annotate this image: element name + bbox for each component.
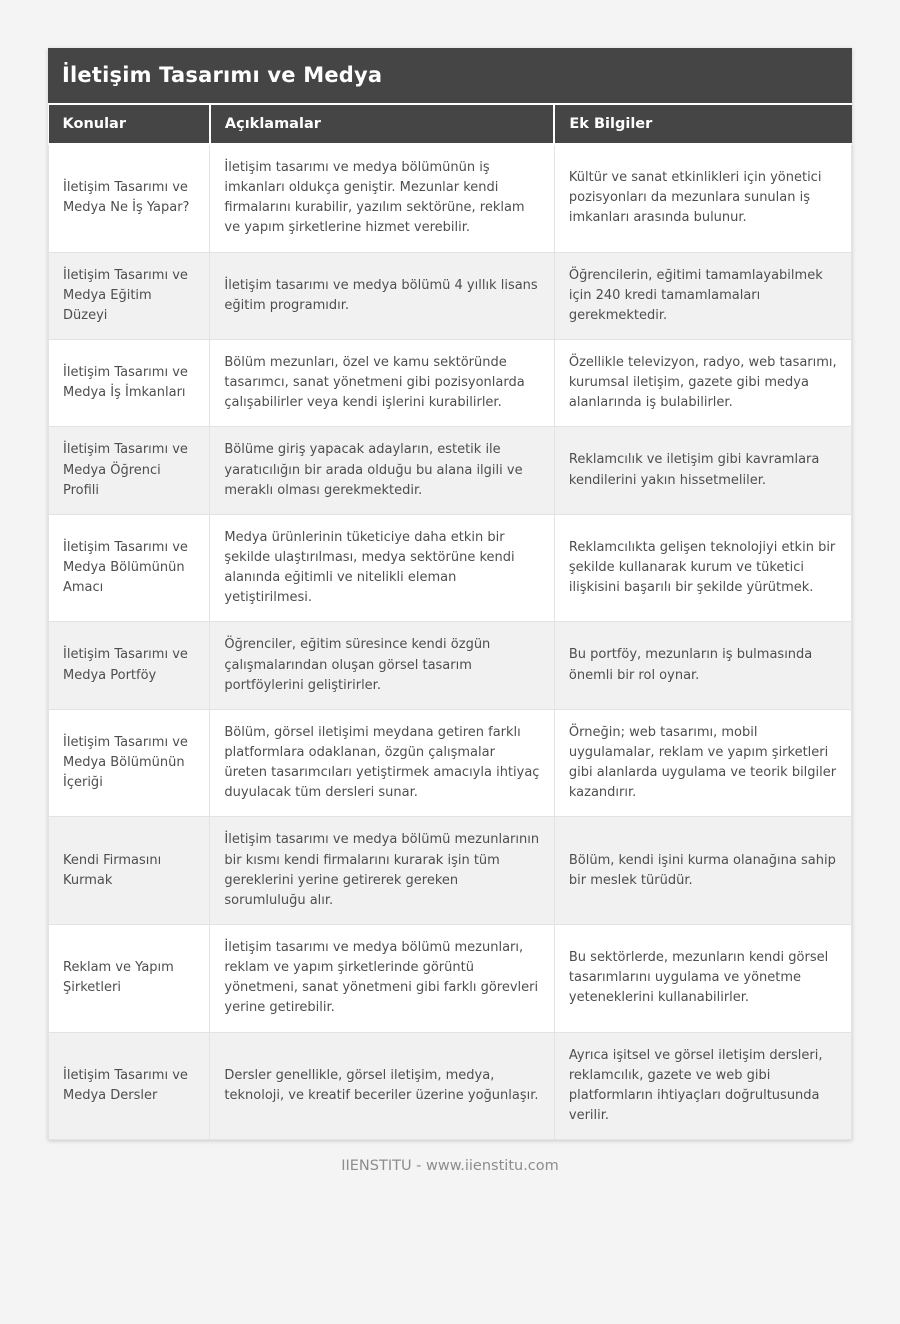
topic-cell: İletişim Tasarımı ve Medya Bölümünün İçeriği — [49, 709, 210, 817]
table-row — [49, 427, 852, 514]
info-table — [48, 103, 852, 1140]
description-cell: İletişim tasarımı ve medya bölümünün iş imkanları oldukça geniştir. Mezunlar kendi firmalarını kurabilir, yazılım sektörüne, reklam ve yapım şirketlerine hizmet verebilir. — [210, 144, 554, 252]
extra-cell: Özellikle televizyon, radyo, web tasarımı, kurumsal iletişim, gazete gibi medya alanlarında iş bulabilirler. — [554, 339, 851, 426]
extra-cell: Bu sektörlerde, mezunların kendi görsel tasarımlarını uygulama ve yönetme yeteneklerini kullanabilirler. — [554, 924, 851, 1032]
table-row — [49, 1032, 852, 1140]
topic-cell: İletişim Tasarımı ve Medya Portföy — [49, 622, 210, 709]
table-row — [49, 514, 852, 622]
table-row — [49, 144, 852, 252]
extra-cell: Örneğin; web tasarımı, mobil uygulamalar, reklam ve yapım şirketleri gibi alanlarda uygulama ve teorik bilgiler kazandırır. — [554, 709, 851, 817]
table-row — [49, 252, 852, 339]
extra-cell: Bu portföy, mezunların iş bulmasında önemli bir rol oynar. — [554, 622, 851, 709]
table-row — [49, 924, 852, 1032]
extra-cell: Bölüm, kendi işini kurma olanağına sahip bir meslek türüdür. — [554, 817, 851, 925]
topic-cell: İletişim Tasarımı ve Medya İş İmkanları — [49, 339, 210, 426]
description-cell: Bölüm, görsel iletişimi meydana getiren farklı platformlara odaklanan, özgün çalışmalar üreten tasarımcıları yetiştirmek amacıyla ihtiyaç duyulacak tüm dersleri sunar. — [210, 709, 554, 817]
description-cell: Dersler genellikle, görsel iletişim, medya, teknoloji, ve kreatif beceriler üzerine yoğunlaşır. — [210, 1032, 554, 1140]
column-header-aciklamalar: Açıklamalar — [210, 104, 554, 144]
column-header-ek-bilgiler: Ek Bilgiler — [554, 104, 851, 144]
topic-cell: İletişim Tasarımı ve Medya Eğitim Düzeyi — [49, 252, 210, 339]
topic-cell: Kendi Firmasını Kurmak — [49, 817, 210, 925]
topic-cell: İletişim Tasarımı ve Medya Dersler — [49, 1032, 210, 1140]
table-row — [49, 339, 852, 426]
table-row — [49, 817, 852, 925]
footer-credit: IIENSTITU - www.iienstitu.com — [341, 1158, 559, 1175]
content-card — [48, 48, 852, 1140]
table-row — [49, 622, 852, 709]
description-cell: İletişim tasarımı ve medya bölümü 4 yıllık lisans eğitim programıdır. — [210, 252, 554, 339]
topic-cell: İletişim Tasarımı ve Medya Ne İş Yapar? — [49, 144, 210, 252]
description-cell: Medya ürünlerinin tüketiciye daha etkin bir şekilde ulaştırılması, medya sektörüne kendi alanında eğitimli ve nitelikli eleman yetiştirilmesi. — [210, 514, 554, 622]
topic-cell: Reklam ve Yapım Şirketleri — [49, 924, 210, 1032]
column-header-konular: Konular — [49, 104, 210, 144]
table-header-row — [49, 104, 852, 144]
extra-cell: Öğrencilerin, eğitimi tamamlayabilmek için 240 kredi tamamlamaları gerekmektedir. — [554, 252, 851, 339]
description-cell: Bölüme giriş yapacak adayların, estetik ile yaratıcılığın bir arada olduğu bu alana ilgili ve meraklı olması gerekmektedir. — [210, 427, 554, 514]
page-title: İletişim Tasarımı ve Medya — [48, 48, 852, 103]
extra-cell: Kültür ve sanat etkinlikleri için yönetici pozisyonları da mezunlara sunulan iş imkanları arasında bulunur. — [554, 144, 851, 252]
description-cell: Bölüm mezunları, özel ve kamu sektöründe tasarımcı, sanat yönetmeni gibi pozisyonlarda çalışabilirler veya kendi işlerini kurabilirler. — [210, 339, 554, 426]
table-row — [49, 709, 852, 817]
description-cell: İletişim tasarımı ve medya bölümü mezunlarının bir kısmı kendi firmalarını kurarak işin tüm gereklerini yerine getirerek gereken sorumluluğu alır. — [210, 817, 554, 925]
topic-cell: İletişim Tasarımı ve Medya Öğrenci Profili — [49, 427, 210, 514]
topic-cell: İletişim Tasarımı ve Medya Bölümünün Amacı — [49, 514, 210, 622]
extra-cell: Reklamcılık ve iletişim gibi kavramlara kendilerini yakın hissetmeliler. — [554, 427, 851, 514]
description-cell: İletişim tasarımı ve medya bölümü mezunları, reklam ve yapım şirketlerinde görüntü yönetmeni, sanat yönetmeni gibi farklı görevleri yerine getirebilir. — [210, 924, 554, 1032]
extra-cell: Ayrıca işitsel ve görsel iletişim dersleri, reklamcılık, gazete ve web gibi platformların ihtiyaçları doğrultusunda verilir. — [554, 1032, 851, 1140]
extra-cell: Reklamcılıkta gelişen teknolojiyi etkin bir şekilde kullanarak kurum ve tüketici ilişkisini başarılı bir şekilde yürütmek. — [554, 514, 851, 622]
description-cell: Öğrenciler, eğitim süresince kendi özgün çalışmalarından oluşan görsel tasarım portföylerini geliştirirler. — [210, 622, 554, 709]
